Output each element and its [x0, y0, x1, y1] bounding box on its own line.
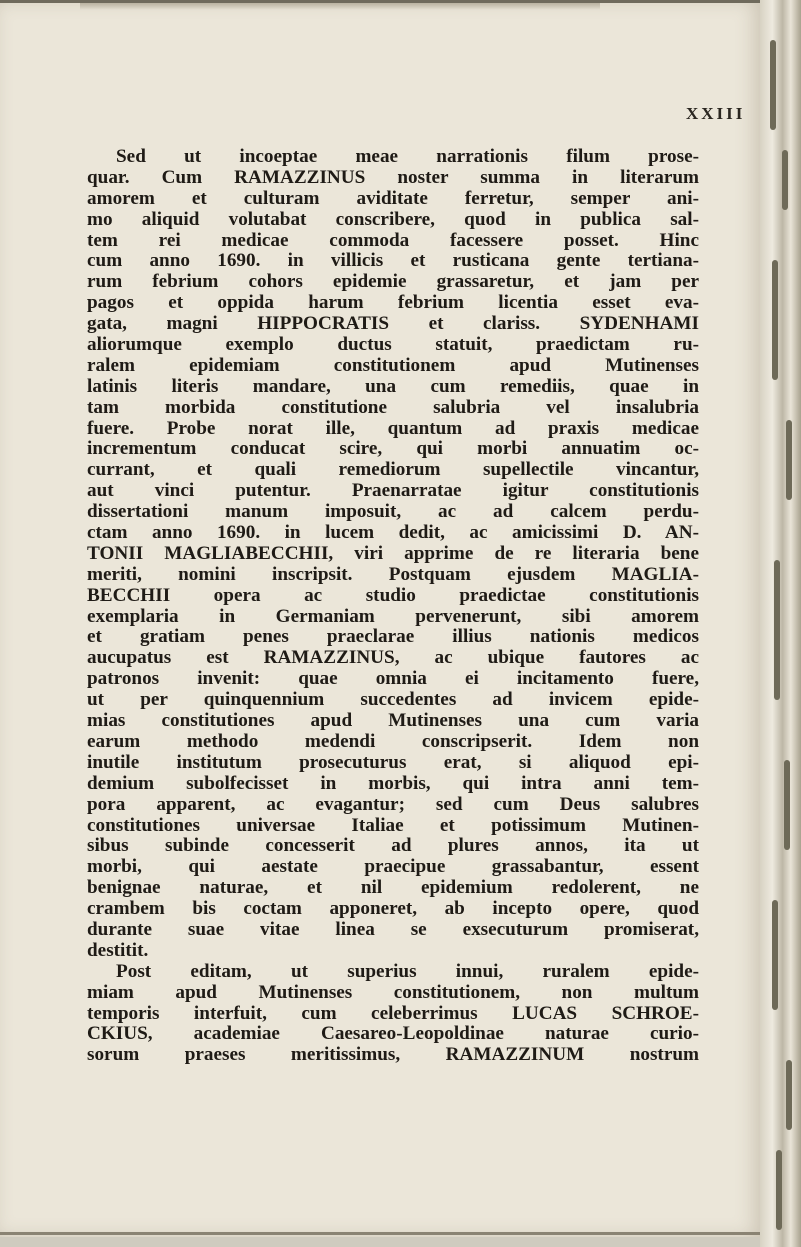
binding-mark	[772, 260, 778, 380]
text-line: ctam anno 1690. in lucem dedit, ac amicissimi D. AN-	[87, 522, 699, 544]
text-line: durante suae vitae linea se exsecuturum promiserat,	[87, 918, 699, 940]
text-line: ralem epidemiam constitutionem apud Mutinenses	[87, 354, 699, 376]
text-line: miam apud Mutinenses constitutionem, non multum	[87, 981, 699, 1003]
top-edge-stain	[80, 3, 600, 10]
binding-mark	[772, 900, 778, 1010]
text-line: pora apparent, ac evagantur; sed cum Deus salubres	[87, 793, 699, 815]
text-line: et gratiam penes praeclarae illius nationis medicos	[87, 626, 699, 648]
text-line: quar. Cum RAMAZZINUS noster summa in literarum	[87, 166, 699, 188]
binding-mark	[774, 560, 780, 700]
text-line: aliorumque exemplo ductus statuit, praedictam ru-	[87, 334, 699, 356]
text-line: ut per quinquennium succedentes ad invicem epide-	[87, 689, 699, 711]
text-line: exemplaria in Germaniam pervenerunt, sibi amorem	[87, 605, 699, 627]
text-line: mo aliquid volutabat conscribere, quod in publica sal-	[87, 208, 699, 230]
text-line: temporis interfuit, cum celeberrimus LUCAS SCHROE-	[87, 1002, 699, 1024]
text-line: incrementum conducat scire, qui morbi annuatim oc-	[87, 438, 699, 460]
text-line: inutile institutum prosecuturus erat, si aliquod epi-	[87, 751, 699, 773]
text-line: tem rei medicae commoda facessere posset. Hinc	[87, 229, 699, 251]
text-line: Post editam, ut superius innui, ruralem epide-	[116, 960, 699, 982]
text-line: constitutiones universae Italiae et potissimum Mutinen-	[87, 814, 699, 836]
text-line: CKIUS, academiae Caesareo-Leopoldinae naturae curio-	[87, 1023, 699, 1045]
bottom-edge-rule	[0, 1232, 760, 1235]
text-line: benignae naturae, et nil epidemium redolerent, ne	[87, 877, 699, 899]
text-line: meriti, nomini inscripsit. Postquam ejusdem MAGLIA-	[87, 563, 699, 585]
page-edge-binding	[760, 0, 801, 1247]
text-line: rum febrium cohors epidemie grassaretur, et jam per	[87, 271, 699, 293]
binding-mark	[782, 150, 788, 210]
binding-mark	[784, 760, 790, 850]
text-line: aucupatus est RAMAZZINUS, ac ubique fautores ac	[87, 647, 699, 669]
text-line: BECCHII opera ac studio praedictae constitutionis	[87, 584, 699, 606]
text-line: gata, magni HIPPOCRATIS et clariss. SYDENHAMI	[87, 313, 699, 335]
text-line: amorem et culturam aviditate ferretur, semper ani-	[87, 187, 699, 209]
text-line: fuere. Probe norat ille, quantum ad praxis medicae	[87, 417, 699, 439]
text-line: currant, et quali remediorum supellectile vincantur,	[87, 459, 699, 481]
text-line: sibus subinde concesserit ad plures annos, ita ut	[87, 835, 699, 857]
binding-mark	[770, 40, 776, 130]
text-line: pagos et oppida harum febrium licentia esset eva-	[87, 292, 699, 314]
text-line: mias constitutiones apud Mutinenses una cum varia	[87, 710, 699, 732]
binding-mark	[786, 1060, 792, 1130]
text-line: destitit.	[87, 939, 149, 961]
text-line: tam morbida constitutione salubria vel insalubria	[87, 396, 699, 418]
text-line: sorum praeses meritissimus, RAMAZZINUM nostrum	[87, 1044, 699, 1066]
text-line: TONII MAGLIABECCHII, viri apprime de re literaria bene	[87, 542, 699, 564]
page-number-roman: XXIII	[686, 104, 746, 123]
body-text	[87, 147, 699, 1066]
text-line: patronos invenit: quae omnia ei incitamento fuere,	[87, 668, 699, 690]
text-line: cum anno 1690. in villicis et rusticana gente tertiana-	[87, 250, 699, 272]
text-line: dissertationi manum imposuit, ac ad calcem perdu-	[87, 501, 699, 523]
text-line: crambem bis coctam apponeret, ab incepto opere, quod	[87, 898, 699, 920]
text-line: latinis literis mandare, una cum remediis, quae in	[87, 375, 699, 397]
text-line: Sed ut incoeptae meae narrationis filum prose-	[116, 146, 699, 167]
text-line: earum methodo medendi conscripserit. Idem non	[87, 730, 699, 752]
text-line: morbi, qui aestate praecipue grassabantur, essent	[87, 856, 699, 878]
text-line: aut vinci putentur. Praenarratae igitur constitutionis	[87, 480, 699, 502]
binding-mark	[786, 420, 792, 500]
text-line: demium subolfecisset in morbis, qui intra anni tem-	[87, 772, 699, 794]
binding-mark	[776, 1150, 782, 1230]
